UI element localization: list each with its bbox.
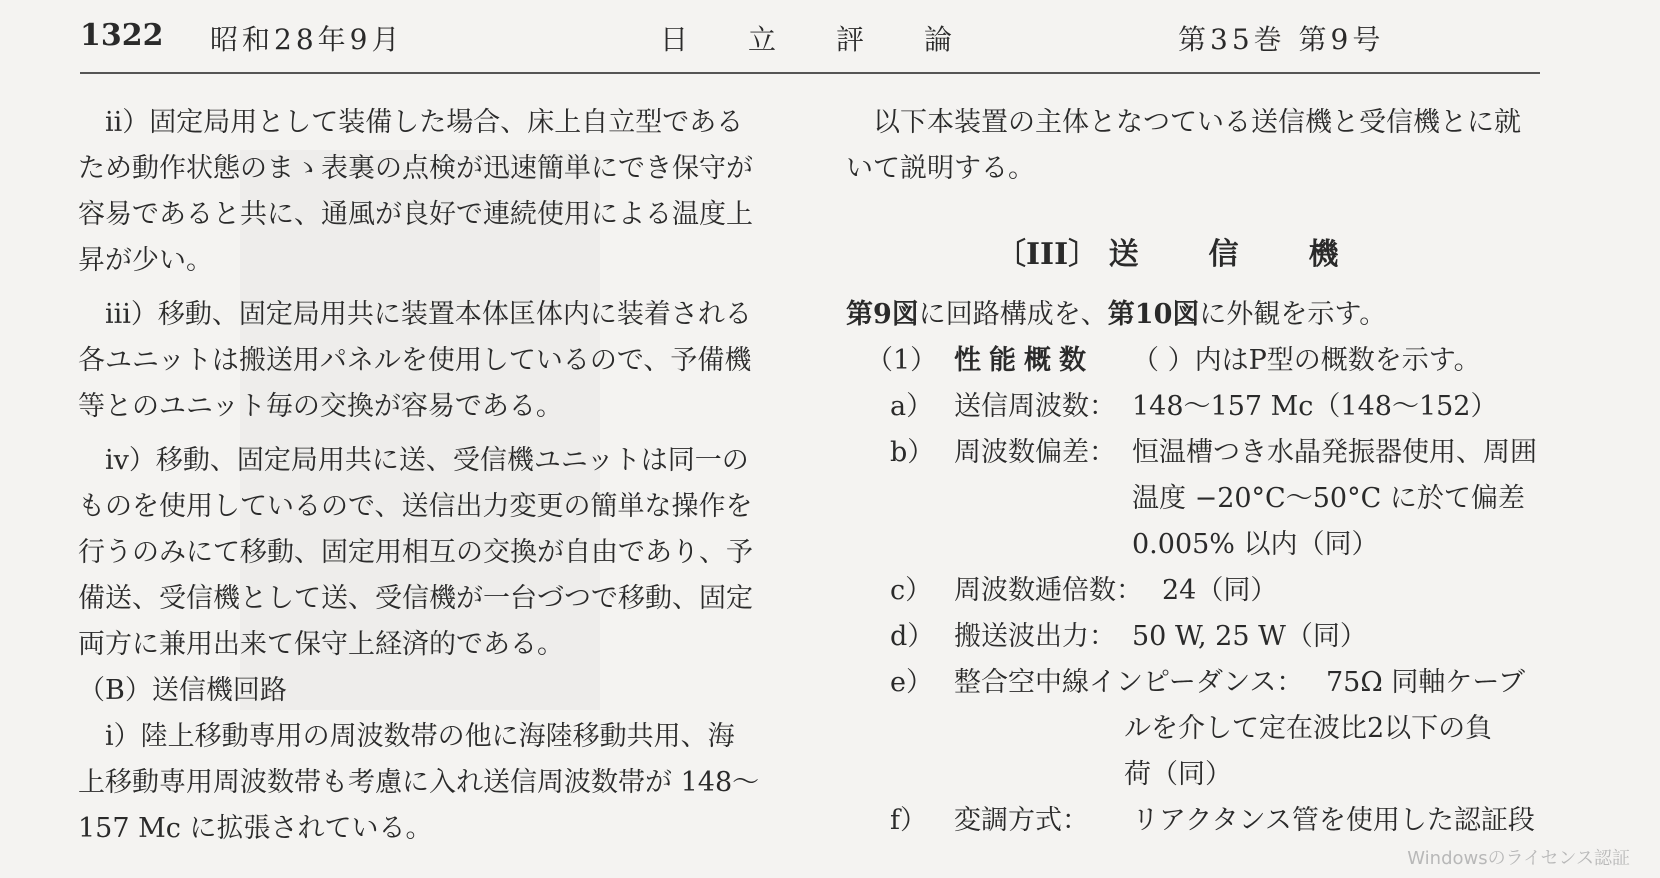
- spec-a: a） 送信周波数： 148～157 Mc（148～152）: [890, 391, 1498, 422]
- journal-title: 日立評論: [660, 23, 1013, 56]
- figure-reference: 第9図に回路構成を、第10図に外観を示す。: [846, 299, 1387, 330]
- section-heading: 送信機: [1108, 237, 1409, 272]
- page-header: [0, 0, 1660, 80]
- right-column: [846, 100, 1546, 844]
- header-rule: [80, 72, 1540, 74]
- section-title: [846, 232, 1546, 278]
- spec-c: c） 周波数逓倍数： 24（同）: [890, 575, 1278, 606]
- section-number: 〔III〕: [996, 237, 1099, 272]
- spec-d: d） 搬送波出力： 50 W, 25 W（同）: [890, 621, 1367, 652]
- performance-heading: （1） 性能概数 （ ）内はP型の概数を示す。: [866, 345, 1481, 376]
- spec-e-cont1: ルを介して定在波比2以下の負: [1124, 713, 1493, 744]
- intro-paragraph: 以下本装置の主体となつている送信機と受信機とに就 いて説明する。: [846, 107, 1521, 184]
- spec-b-cont2: 0.005% 以内（同）: [1132, 529, 1379, 560]
- subsection-b-heading: （B）送信機回路: [78, 675, 287, 706]
- spec-f: f） 変調方式： リアクタンス管を使用した認証段: [890, 805, 1535, 836]
- left-column: [78, 100, 778, 852]
- volume-issue: 第35巻 第9号: [1178, 23, 1385, 56]
- activation-watermark: Windowsのライセンス認証: [1407, 848, 1630, 869]
- issue-date: 昭和28年9月: [210, 23, 404, 56]
- paragraph-i: i）陸上移動専用の周波数帯の他に海陸移動共用、海 上移動専用周波数帯も考慮に入れ送信周波数帯が 148～ 157 Mc に拡張されている。: [78, 721, 760, 844]
- spec-b-cont1: 温度 −20°C～50°C に於て偏差: [1132, 483, 1525, 514]
- spec-b: b） 周波数偏差： 恒温槽つき水晶発振器使用、周囲: [890, 437, 1537, 468]
- paragraph-ii: ii）固定局用として装備した場合、床上自立型である ため動作状態のまゝ表裏の点検が迅速簡単にでき保守が 容易であると共に、通風が良好で連続使用による温度上 昇が少い。: [78, 107, 753, 276]
- page-number: 1322: [80, 18, 164, 53]
- spec-e-cont2: 荷（同）: [1124, 759, 1232, 790]
- spec-e: e） 整合空中線インピーダンス： 75Ω 同軸ケーブ: [890, 667, 1525, 698]
- fig9-ref: 第9図: [846, 299, 919, 330]
- fig10-ref: 第10図: [1107, 299, 1200, 330]
- paragraph-iii: iii）移動、固定局用共に装置本体匡体内に装着される 各ユニットは搬送用パネルを使用しているので、予備機 等とのユニット毎の交換が容易である。: [78, 299, 752, 422]
- paragraph-iv: iv）移動、固定局用共に送、受信機ユニットは同一の ものを使用しているので、送信出力変更の簡単な操作を 行うのみにて移動、固定用相互の交換が自由であり、予 備送、受信機として送、受信機が一台づつで移動、固定 両方に兼用出来て保守上経済的である。: [78, 445, 753, 660]
